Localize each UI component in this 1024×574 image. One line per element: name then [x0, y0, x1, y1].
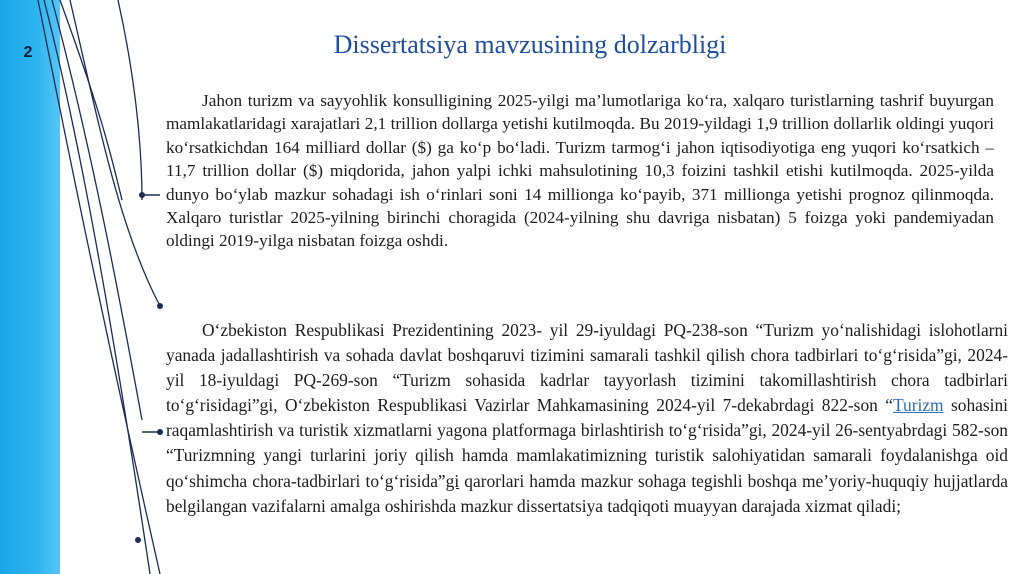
paragraph-2 [166, 318, 1008, 519]
turizm-link[interactable]: Turizm [892, 395, 944, 416]
paragraph-2-part-3: qarorlari hamda mazkur sohaga tegishli boshqa me’yoriy-huquqiy hujjatlarda belgilangan vazifalarni amalga oshirishda mazkur dissertatsiya tadqiqoti muayyan darajada xizmat qiladi; [166, 470, 1009, 516]
decorative-curves [0, 0, 170, 574]
slide-number: 2 [23, 44, 33, 61]
paragraph-1 [166, 89, 994, 253]
paragraph-1-text: Jahon turizm va sayyohlik konsulligining 2025-yilgi ma’lumotlariga ko‘ra, xalqaro turistlarning tashrif buyurgan mamlakatlaridagi xarajatlari 2,1 trillion dollarga yetishi kutilmoqda. Bu 2019-yildagi 1,9 trillion dollarlik oldingi yuqori ko‘rsatkichdan 164 milliard dollar ($) ga ko‘p bo‘ladi. Turizm tarmog‘i jahon iqtisodiyotiga eng yuqori ko‘rsatkich – 11,7 trillion dollar ($) miqdorida, jahon yalpi ichki mahsulotining 10,3 foizini tashkil etishi kutilmoqda. 2025-yilda dunyo bo‘ylab mazkur sohadagi ish o‘rinlari soni 14 millionga ko‘payib, 371 millionga yetishi prognoz qilinmoqda. Xalqaro turistlar 2025-yilning birinchi choragida (2024-yilning shu davriga nisbatan) 5 foizga yoki pandemiyadan oldingi 2019-yilga nisbatan foizga oshdi. [166, 91, 994, 251]
underlined-suffix: gi [445, 470, 460, 491]
paragraph-2-part-1: O‘zbekiston Respublikasi Prezidentining 2023- yil 29-iyuldagi PQ-238-son “Turizm yo‘nalishidagi islohotlarni yanada jadallashtirish va sohada davlat boshqaruvi tizimini samarali tashkil qilish chora tadbirlari to‘g‘risida”gi, 2024-yil 18-iyuldagi PQ-269-son “Turizm sohasida kadrlar tayyorlash tizimini takomillashtirish chora tadbirlari to‘g‘risidagi”gi, O‘zbekiston Respublikasi Vazirlar Mahkamasining 2024-yil 7-dekabrdagi 822-son “ [166, 320, 1008, 416]
paragraph-2-part-2: sohasini raqamlashtirish va turistik xizmatlarni yagona platformaga birlashtirish to‘g‘risida”gi, 2024-yil 26-sentyabrdagi 582-son “Turizmning yangi turlarini joriy qilish hamda mamlakatimizning turistik salohiyatidan samarali foydalanishga oid qo‘shimcha chora-tadbirlari to‘g‘risida” [166, 395, 1008, 491]
slide-title: Dissertatsiya mavzusining dolzarbligi [333, 30, 727, 59]
